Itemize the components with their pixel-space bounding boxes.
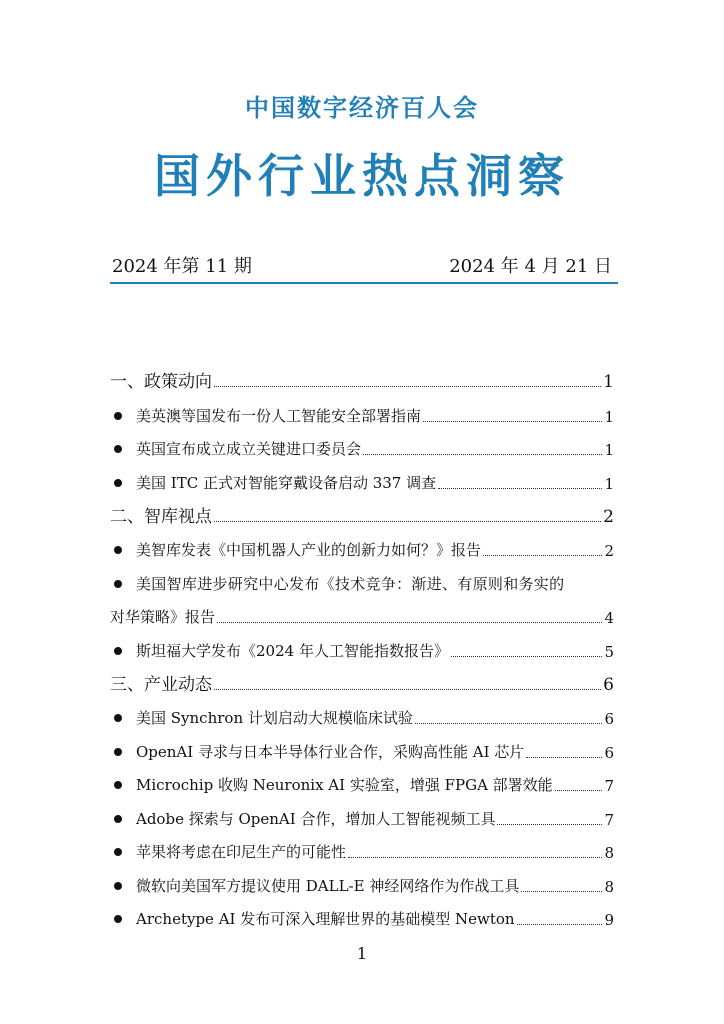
toc-item[interactable] xyxy=(110,426,614,460)
toc-page-number: 8 xyxy=(604,877,614,896)
toc-item-wrapped-line2[interactable] xyxy=(110,594,614,628)
toc-item-title: 美智库发表《中国机器人产业的创新力如何？》报告 xyxy=(136,541,482,559)
toc-page-number: 8 xyxy=(604,844,614,862)
bullet-icon xyxy=(114,647,122,655)
bullet-icon xyxy=(114,882,122,890)
toc-page-number: 4 xyxy=(604,609,614,627)
toc-item-title: Adobe 探索与 OpenAI 合作，增加人工智能视频工具 xyxy=(136,809,496,828)
dot-leader xyxy=(214,520,601,522)
toc-page-number: 2 xyxy=(604,542,614,560)
toc-item-title: 美国 ITC 正式对智能穿戴设备启动 337 调查 xyxy=(136,473,437,492)
toc-item-title: 美英澳等国发布一份人工智能安全部署指南 xyxy=(136,406,422,425)
bullet-icon xyxy=(114,546,122,554)
toc-item[interactable] xyxy=(110,392,614,426)
bullet-icon xyxy=(114,714,122,722)
toc-item-title: 微软向美国军方提议使用 DALL-E 神经网络作为作战工具 xyxy=(136,876,520,895)
issue-number: 2024 年第 11 期 xyxy=(112,256,252,277)
toc-page-number: 2 xyxy=(603,506,614,527)
dot-leader xyxy=(363,453,602,455)
bullet-icon xyxy=(114,748,122,756)
toc-page-number: 6 xyxy=(603,674,614,695)
toc-page-number: 9 xyxy=(604,911,614,929)
publication-title: 国外行业热点洞察 xyxy=(154,149,570,203)
toc-section-title: 三、产业动态 xyxy=(110,674,212,695)
toc-page-number: 7 xyxy=(604,810,614,829)
toc-section-title: 一、政策动向 xyxy=(110,372,212,392)
toc-item-title: 对华策略》报告 xyxy=(110,608,216,626)
dot-leader xyxy=(348,856,602,858)
bullet-icon xyxy=(114,479,122,487)
dot-leader xyxy=(217,621,602,623)
dot-leader xyxy=(214,385,601,387)
toc-item[interactable] xyxy=(110,829,614,863)
toc-item[interactable] xyxy=(110,795,614,829)
dot-leader xyxy=(451,655,603,657)
toc-page-number: 1 xyxy=(604,441,614,459)
toc-item-wrapped-line1[interactable] xyxy=(110,560,614,594)
toc-item-title: 英国宣布成立成立关键进口委员会 xyxy=(136,440,362,458)
toc-item[interactable] xyxy=(110,459,614,493)
bullet-icon xyxy=(114,848,122,856)
toc-item[interactable] xyxy=(110,862,614,896)
header-divider xyxy=(110,282,618,284)
toc-item-title: OpenAI 寻求与日本半导体行业合作，采购高性能 AI 芯片 xyxy=(136,742,525,761)
toc-page-number: 5 xyxy=(604,642,614,661)
organization-name: 中国数字经济百人会 xyxy=(245,94,479,122)
toc-item[interactable] xyxy=(110,762,614,796)
dot-leader xyxy=(438,487,602,489)
toc-page-number: 6 xyxy=(604,710,614,728)
toc-page-number: 6 xyxy=(604,743,614,762)
dot-leader xyxy=(415,722,603,724)
toc-section-policy[interactable] xyxy=(110,358,614,392)
dot-leader xyxy=(497,823,602,825)
toc-page-number: 1 xyxy=(603,372,614,392)
dot-leader xyxy=(526,756,602,758)
dot-leader xyxy=(521,890,602,892)
dot-leader xyxy=(214,688,601,690)
toc-item-title: Archetype AI 发布可深入理解世界的基础模型 Newton xyxy=(136,910,515,928)
toc-section-think-tank[interactable] xyxy=(110,493,614,527)
dot-leader xyxy=(423,420,602,422)
bullet-icon xyxy=(114,815,122,823)
dot-leader xyxy=(517,923,603,925)
toc-item-title: Microchip 收购 Neuronix AI 实验室，增强 FPGA 部署效能 xyxy=(136,776,553,794)
page-number: 1 xyxy=(356,944,368,963)
table-of-contents xyxy=(110,358,614,929)
bullet-icon xyxy=(114,915,122,923)
dot-leader xyxy=(483,554,602,556)
toc-item-title: 苹果将考虑在印尼生产的可能性 xyxy=(136,843,347,861)
toc-section-title: 二、智库视点 xyxy=(110,506,212,527)
toc-page-number: 1 xyxy=(604,407,614,426)
toc-section-industry[interactable] xyxy=(110,661,614,695)
toc-item-title: 斯坦福大学发布《2024 年人工智能指数报告》 xyxy=(136,641,449,660)
toc-item[interactable] xyxy=(110,896,614,930)
toc-item[interactable] xyxy=(110,627,614,661)
toc-item-title: 美国智库进步研究中心发布《技术竞争：渐进、有原则和务实的 xyxy=(136,574,565,593)
toc-page-number: 7 xyxy=(604,777,614,795)
issue-date: 2024 年 4 月 21 日 xyxy=(449,256,612,277)
toc-item[interactable] xyxy=(110,728,614,762)
bullet-icon xyxy=(114,412,122,420)
dot-leader xyxy=(555,789,603,791)
toc-item[interactable] xyxy=(110,527,614,561)
bullet-icon xyxy=(114,781,122,789)
bullet-icon xyxy=(114,580,122,588)
toc-item[interactable] xyxy=(110,695,614,729)
toc-page-number: 1 xyxy=(604,474,614,493)
toc-item-title: 美国 Synchron 计划启动大规模临床试验 xyxy=(136,709,413,727)
bullet-icon xyxy=(114,445,122,453)
